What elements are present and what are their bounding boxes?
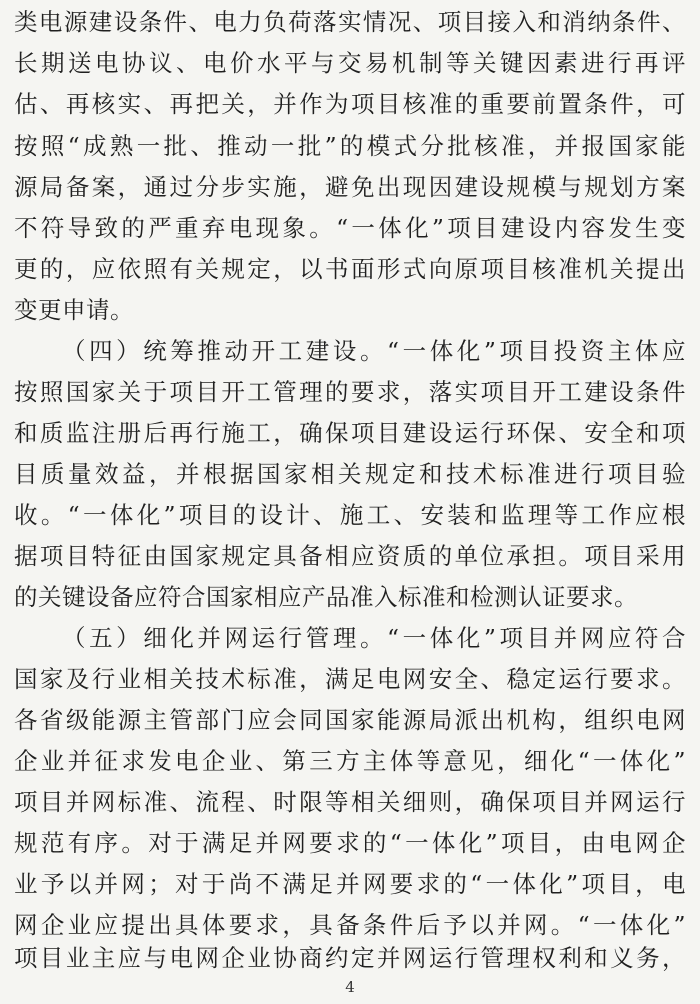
text-line: 更的，应依照有关规定，以书面形式向原项目核准机关提出 xyxy=(14,255,686,283)
text-line: 按照“成熟一批、推动一批”的模式分批核准，并报国家能 xyxy=(14,132,686,160)
section-five-heading-line: （五）细化并网运行管理。“一体化”项目并网应符合 xyxy=(62,624,686,652)
text-line: 和质监注册后再行施工，确保项目建设运行环保、安全和项 xyxy=(14,419,686,447)
text-line: 估、再核实、再把关，并作为项目核准的重要前置条件，可 xyxy=(14,90,686,118)
text-line: 目质量效益，并根据国家相关规定和技术标准进行项目验 xyxy=(14,460,686,488)
text-line: 变更申请。 xyxy=(14,296,134,324)
text-line: 网企业应提出具体要求，具备条件后予以并网。“一体化” xyxy=(14,911,686,939)
text-line: 企业并征求发电企业、第三方主体等意见，细化“一体化” xyxy=(14,747,686,775)
text-line: 业予以并网；对于尚不满足并网要求的“一体化”项目，电 xyxy=(14,870,686,898)
text-line: 长期送电协议、电价水平与交易机制等关键因素进行再评 xyxy=(14,49,686,77)
text-line: 各省级能源主管部门应会同国家能源局派出机构，组织电网 xyxy=(14,706,686,734)
section-four-heading-line: （四）统筹推动开工建设。“一体化”项目投资主体应 xyxy=(62,337,686,365)
text-line: 源局备案，通过分步实施，避免出现因建设规模与规划方案 xyxy=(14,173,686,201)
text-line: 规范有序。对于满足并网要求的“一体化”项目，由电网企 xyxy=(14,829,686,857)
text-line: 项目并网标准、流程、时限等相关细则，确保项目并网运行 xyxy=(14,788,686,816)
text-line: 项目业主应与电网企业协商约定并网运行管理权利和义务， xyxy=(14,944,686,972)
text-line: 国家及行业相关技术标准，满足电网安全、稳定运行要求。 xyxy=(14,665,686,693)
text-line: 类电源建设条件、电力负荷落实情况、项目接入和消纳条件、 xyxy=(14,8,686,36)
page-number: 4 xyxy=(345,978,355,996)
text-line: 按照国家关于项目开工管理的要求，落实项目开工建设条件 xyxy=(14,378,686,406)
text-line: 据项目特征由国家规定具备相应资质的单位承担。项目采用 xyxy=(14,542,686,570)
text-line: 收。“一体化”项目的设计、施工、安装和监理等工作应根 xyxy=(14,501,686,529)
text-line: 不符导致的严重弃电现象。“一体化”项目建设内容发生变 xyxy=(14,214,686,242)
text-line: 的关键设备应符合国家相应产品准入标准和检测认证要求。 xyxy=(14,583,638,611)
